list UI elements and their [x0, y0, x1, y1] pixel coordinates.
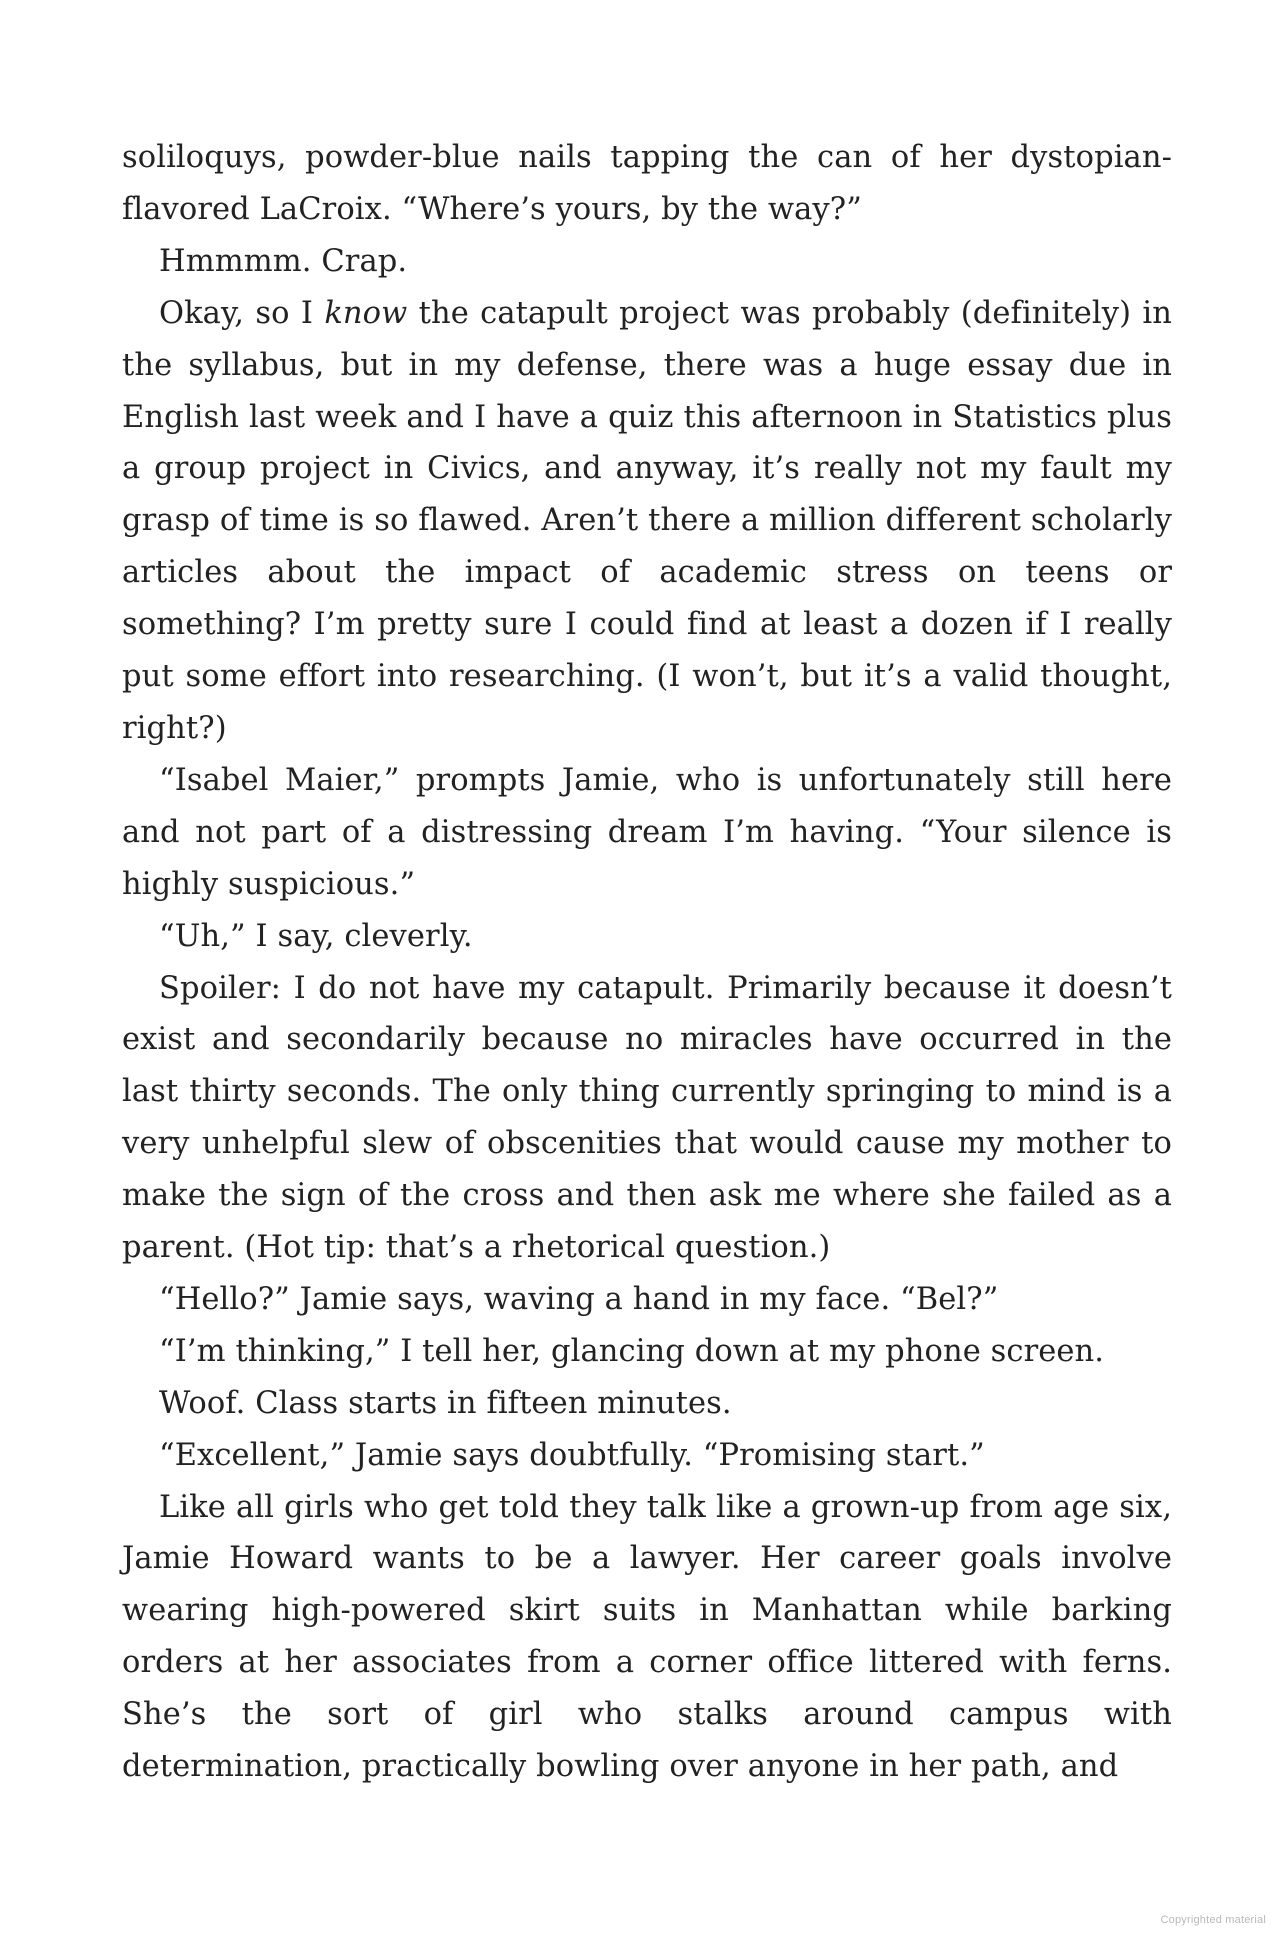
book-page	[122, 132, 1172, 1793]
paragraph-woof: Woof. Class starts in fifteen minutes.	[159, 1385, 732, 1421]
paragraph-hello: “Hello?” Jamie says, waving a hand in my face. “Bel?”	[159, 1281, 999, 1317]
paragraph-uh: “Uh,” I say, cleverly.	[159, 918, 473, 954]
emphasis-know: know	[324, 295, 408, 331]
paragraph-spoiler: Spoiler: I do not have my catapult. Primarily because it doesn’t exist and secondarily because no miracles have occurred in the last thirty seconds. The only thing currently springing to mind is a very unhelpful slew of obscenities that would cause my mother to make the sign of the cross and then ask me where she failed as a parent. (Hot tip: that’s a rhetorical question.)	[122, 970, 1172, 1266]
paragraph-catapult-project	[122, 288, 1172, 755]
paragraph-jamie-howard: Like all girls who get told they talk like a grown-up from age six, Jamie Howard wants to be a lawyer. Her career goals involve wearing high-powered skirt suits in Manhattan while barking orders at her associates from a corner office littered with ferns. She’s the sort of girl who stalks around campus with determination, practically bowling over anyone in her path, and	[122, 1489, 1172, 1785]
paragraph-hmmmm: Hmmmm. Crap.	[159, 243, 408, 279]
copyright-watermark: Copyrighted material	[1160, 1914, 1266, 1926]
paragraph-excellent: “Excellent,” Jamie says doubtfully. “Promising start.”	[159, 1437, 985, 1473]
paragraph-thinking: “I’m thinking,” I tell her, glancing down at my phone screen.	[159, 1333, 1105, 1369]
paragraph-isabel-maier: “Isabel Maier,” prompts Jamie, who is unfortunately still here and not part of a distressing dream I’m having. “Your silence is highly suspicious.”	[122, 762, 1172, 902]
paragraph-continued: soliloquys, powder-blue nails tapping the can of her dystopian-flavored LaCroix. “Where’s yours, by the way?”	[122, 140, 1172, 227]
paragraph-text-before: Okay, so I	[159, 295, 325, 331]
paragraph-text-after: the catapult project was probably (definitely) in the syllabus, but in my defense, there was a huge essay due in English last week and I have a quiz this afternoon in Statistics plus a group project in Civics, and anyway, it’s really not my fault my grasp of time is so flawed. Aren’t there a million different scholarly articles about the impact of academic stress on teens or something? I’m pretty sure I could find at least a dozen if I really put some effort into researching. (I won’t, but it’s a valid thought, right?)	[122, 295, 1172, 746]
